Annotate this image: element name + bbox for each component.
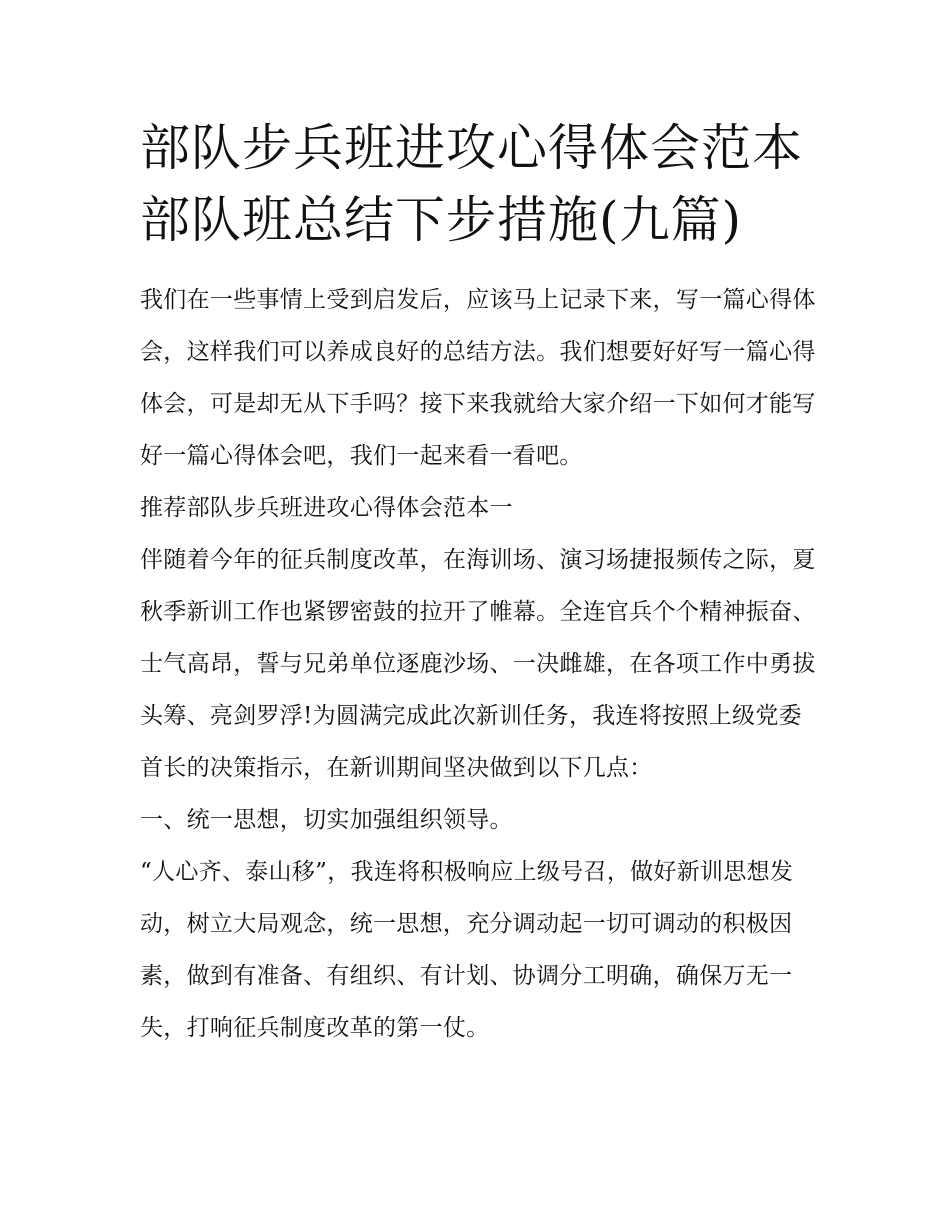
point-heading: 一、统一思想，切实加强组织领导。 (140, 807, 513, 833)
document-title (140, 112, 830, 256)
title-line-1: 部队步兵班进攻心得体会范本 (140, 119, 803, 177)
section-heading: 推荐部队步兵班进攻心得体会范本一 (140, 495, 513, 521)
intro-paragraph: 我们在一些事情上受到启发后，应该马上记录下来，写一篇心得体会，这样我们可以养成良好的总结方法。我们想要好好写一篇心得体会，可是却无从下手吗？接下来我就给大家介绍一下如何才能写好一篇心得体会吧，我们一起来看一看吧。 (140, 287, 816, 469)
title-line-2: 部队班总结下步措施(九篇) (140, 191, 743, 249)
body-paragraph: 伴随着今年的征兵制度改革，在海训场、演习场捷报频传之际，夏秋季新训工作也紧锣密鼓的拉开了帷幕。全连官兵个个精神振奋、士气高昂，誓与兄弟单位逐鹿沙场、一决雌雄，在各项工作中勇拔头筹、亮剑罗浮!为圆满完成此次新训任务，我连将按照上级党委首长的决策指示，在新训期间坚决做到以下几点： (140, 547, 816, 781)
body-paragraph: “人心齐、泰山移”，我连将积极响应上级号召，做好新训思想发动，树立大局观念，统一思想，充分调动起一切可调动的积极因素，做到有准备、有组织、有计划、协调分工明确，确保万无一失，打响征兵制度改革的第一仗。 (140, 859, 794, 1041)
document-body (140, 274, 820, 1054)
